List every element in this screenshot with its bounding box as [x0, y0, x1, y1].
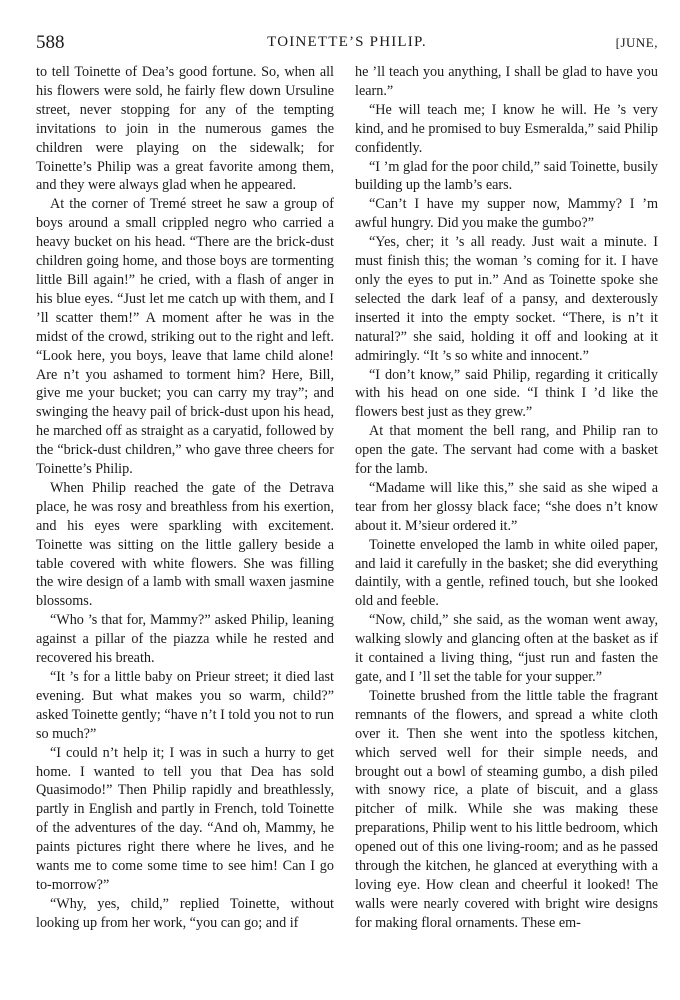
- running-header: [36, 32, 658, 58]
- paragraph: “He will teach me; I know he will. He ’s very kind, and he promised to buy Esmeralda,” said Philip confidently.: [355, 101, 658, 156]
- paragraph: “It ’s for a little baby on Prieur street; it died last evening. But what makes you so warm, child?” asked Toinette gently; “have n’t I told you not to run so much?”: [36, 669, 334, 742]
- paragraph: At the corner of Tremé street he saw a group of boys around a small crippled negro who carried a heavy bucket on his head. “There are the brick-dust children going home, and those boys are tormenting little Bill again!” he cried, with a flash of anger in his blue eyes. “Just let me catch up with them, and I ’ll scatter them!” A moment after he was in the midst of the crowd, striking out to the right and left. “Look here, you boys, leave that lame child alone! Are n’t you ashamed to torment him? Here, Bill, give me your bucket; you can carry my tray”; and swinging the heavy pail of brick-dust upon his head, he marched off as straight as a caryatid, followed by the “brick-dust children,” who gave three cheers for Toinette’s Philip.: [36, 196, 334, 478]
- right-column: [355, 63, 658, 933]
- paragraph: “Yes, cher; it ’s all ready. Just wait a minute. I must finish this; the woman ’s coming for it. I have only the eyes to put in.” And as Toinette spoke she selected the dark leaf of a pansy, and dexterously inserted it into the empty socket. “There, is n’t it natural?” she said, holding it off and looking at it admiringly. “It ’s so white and innocent.”: [355, 234, 658, 364]
- paragraph: “I ’m glad for the poor child,” said Toinette, busily building up the lamb’s ears.: [355, 158, 658, 194]
- paragraph: “I could n’t help it; I was in such a hurry to get home. I wanted to tell you that Dea has sold Quasimodo!” Then Philip rapidly and breathlessly, partly in English and partly in French, told Toinette of the adventures of the day. “And oh, Mammy, he paints pictures right there where he lives, and he wants me to come some time to see him! Can I go to-morrow?”: [36, 744, 334, 893]
- paragraph: Toinette enveloped the lamb in white oiled paper, and laid it carefully in the basket; she did everything daintily, with a gentle, refined touch, but she looked old and feeble.: [355, 536, 658, 610]
- paragraph: “Can’t I have my supper now, Mammy? I ’m awful hungry. Did you make the gumbo?”: [355, 196, 658, 232]
- paragraph: At that moment the bell rang, and Philip ran to open the gate. The servant had come with a basket for the lamb.: [355, 423, 658, 478]
- left-column: [36, 63, 334, 933]
- paragraph: he ’ll teach you anything, I shall be glad to have you learn.”: [355, 64, 658, 99]
- issue-month: [JUNE,: [615, 35, 658, 50]
- paragraph: Toinette brushed from the little table the fragrant remnants of the flowers, and spread a white cloth over it. Then she went into the spotless kitchen, which served well for their simple needs, and brought out a bowl of steaming gumbo, a dish piled with snowy rice, a plate of biscuit, and a glass pitcher of milk. While she was making these preparations, Philip went to his little bedroom, which opened out of this one living-room; and as he passed through the kitchen, he glanced at everything with a loving eye. How clean and cheerful it looked! The walls were nearly covered with bright wire designs for making floral ornaments. These em-: [355, 687, 658, 931]
- paragraph: to tell Toinette of Dea’s good fortune. So, when all his flowers were sold, he fairly flew down Ursuline street, never stopping for any of the tempting invitations to join in the numerous games the children were playing on the sidewalk; for Toinette’s Philip was a great favorite among them, and they were always glad when he appeared.: [36, 64, 334, 194]
- paragraph: “Now, child,” she said, as the woman went away, walking slowly and glancing often at the basket as if it contained a living thing, “just run and fasten the gate, and I ’ll set the table for your supper.”: [355, 612, 658, 685]
- paragraph: “I don’t know,” said Philip, regarding it critically with his head on one side. “I think I ’d like the flowers best just as they grew.”: [355, 366, 658, 421]
- paragraph: When Philip reached the gate of the Detrava place, he was rosy and breathless from his exertion, and his eyes were sparkling with excitement. Toinette was sitting on the little gallery beside a table covered with white flowers. She was filling the wire design of a lamb with small waxen jasmine blossoms.: [36, 479, 334, 610]
- paragraph: “Why, yes, child,” replied Toinette, without looking up from her work, “you can go; and if: [36, 895, 334, 931]
- running-title: TOINETTE’S PHILIP.: [267, 34, 427, 50]
- page-number: 588: [36, 32, 65, 53]
- paragraph: “Who ’s that for, Mammy?” asked Philip, leaning against a pillar of the piazza while he rested and recovered his breath.: [36, 612, 334, 667]
- paragraph: “Madame will like this,” she said as she wiped a tear from her glossy black face; “she does n’t know about it. M’sieur ordered it.”: [355, 479, 658, 534]
